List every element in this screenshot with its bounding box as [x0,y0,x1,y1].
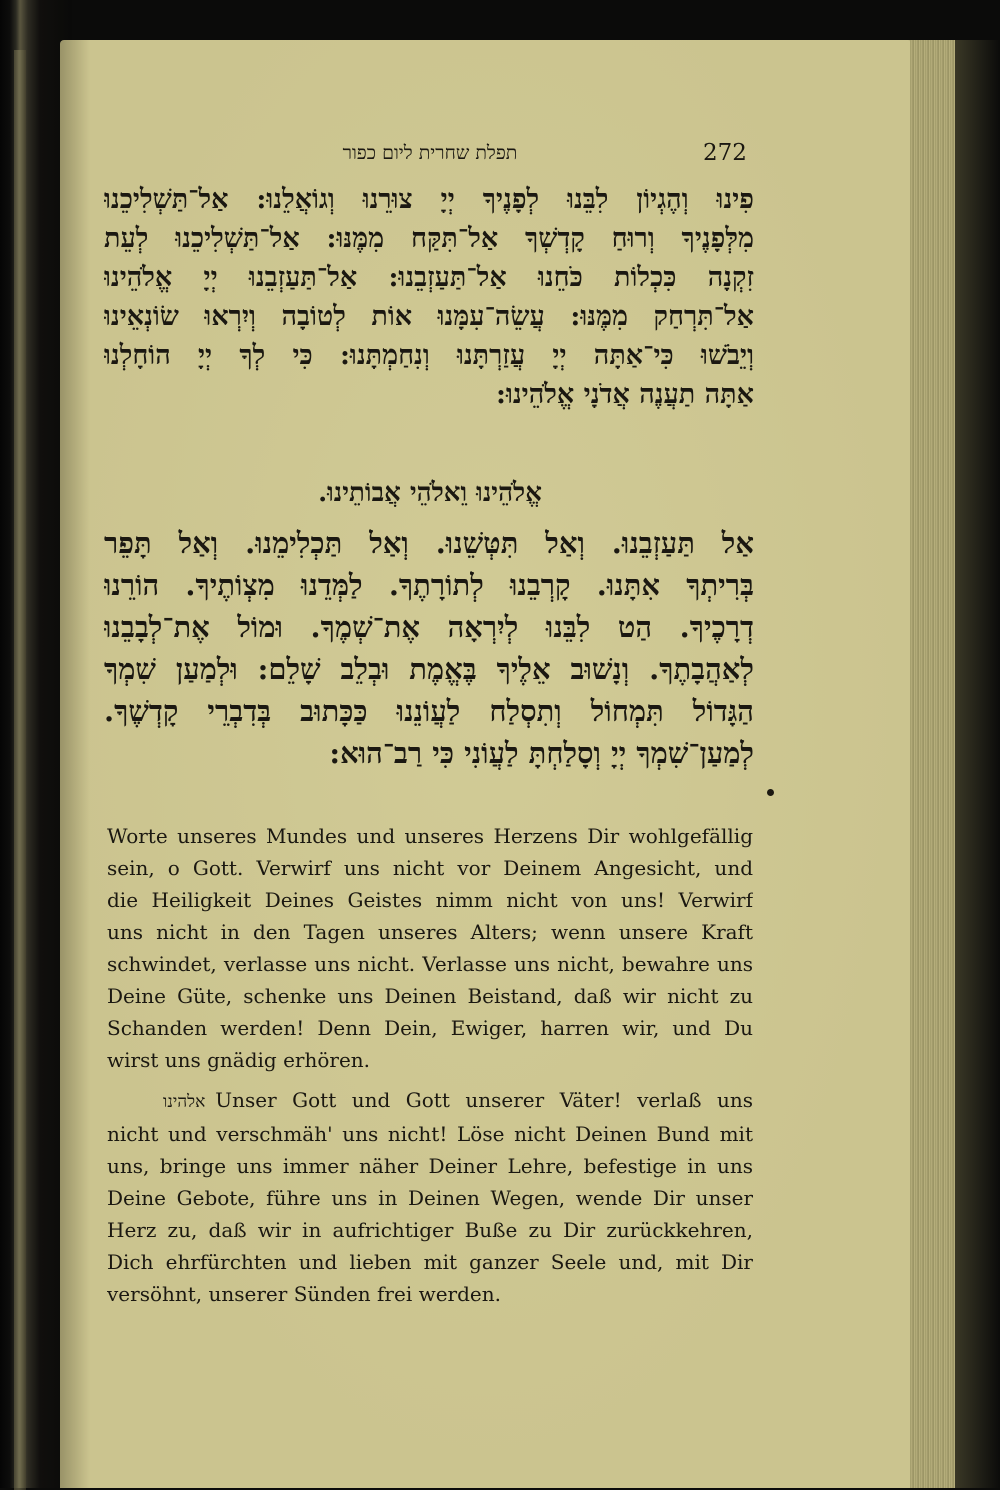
german-line: Herz zu, daß wir in aufrichtiger Buße zu Dir zurückkehren, [107,1218,753,1242]
hebrew-line: בְּרִיתְךָ אִתָּנוּ. קָרְבֵנוּ לְתוֹרָתֶךָ. לַמְּדֵנוּ מִצְוֹתֶיךָ. הוֹרֵנוּ [104,568,754,602]
hebrew-prayer-block-2 [104,522,754,774]
hebrew-line: פִינוּ וְהֶגְיוֹן לִבֵּנוּ לְפָנֶיךָ יְיָ צוּרֵנוּ וְגוֹאֲלֵנוּ: אַל־תַּשְׁלִיכֵנוּ [104,184,754,215]
german-line: Schanden werden! Denn Dein, Ewiger, harren wir, und Du [107,1016,753,1040]
german-line: uns nicht in den Tagen unseres Alters; wenn unsere Kraft [107,920,753,944]
hebrew-line: דְרָכֶיךָ. הַט לִבֵּנוּ לְיִרְאָה אֶת־שְׁמֶךָ. וּמוֹל אֶת־לְבָבֵנוּ [104,610,754,644]
hebrew-line: לְאַהֲבָתֶךָ. וְנָשׁוּב אֵלֶיךָ בֶּאֱמֶת וּבְלֵב שָׁלֵם: וּלְמַעַן שִׁמְךָ [104,652,754,686]
hebrew-prayer-block-1 [104,180,754,414]
german-line: wirst uns gnädig erhören. [107,1048,371,1072]
german-line: Deine Gebote, führe uns in Deinen Wegen, wende Dir unser [107,1186,753,1210]
hebrew-line: לְמַעַן־שִׁמְךָ יְיָ וְסָלַחְתָּ לַעֲוֹנִי כִּי רַב־הוּא: [329,736,754,770]
hebrew-line: אַל תַּעַזְבֵנוּ. וְאַל תִּטְּשֵׁנוּ. וְאַל תַּכְלִימֵנוּ. וְאַל תָּפֵר [104,526,754,560]
german-line-text: Unser Gott und Gott unserer Väter! verlaß uns [215,1088,753,1112]
hebrew-line: וְיֵבֹשׁוּ כִּי־אַתָּה יְיָ עֲזַרְתָּנוּ וְנִחַמְתָּנוּ: כִּי לְךָ יְיָ הוֹחָלְנוּ [104,340,754,371]
previous-page-edge [14,50,26,1490]
german-line: uns, bringe uns immer näher Deiner Lehre, befestige in uns [107,1154,753,1178]
german-translation-paragraph-1 [107,820,753,1076]
lead-hebrew-word: אלהינו [163,1092,206,1112]
german-line: Dich ehrfürchten und lieben mit ganzer Seele und, mit Dir [107,1250,753,1274]
hebrew-line: זִקְנָה כִּכְלוֹת כֹּחֵנוּ אַל־תַּעַזְבֵנוּ: אַל־תַּעַזְבֵנוּ יְיָ אֱלֹהֵינוּ [104,262,754,293]
running-head: תפלת שחרית ליום כפור [342,142,518,164]
german-line: schwindet, verlasse uns nicht. Verlasse uns nicht, bewahre uns [107,952,753,976]
german-line: nicht und verschmäh' uns nicht! Löse nicht Deinen Bund mit [107,1122,753,1146]
german-line: versöhnt, unserer Sünden frei werden. [107,1282,501,1306]
german-first-line [107,1084,753,1118]
german-line: sein, o Gott. Verwirf uns nicht vor Deinem Angesicht, und [107,856,753,880]
german-line: Worte unseres Mundes und unseres Herzens Dir wohlgefällig [107,824,753,848]
section-heading: אֱלֹהֵינוּ וֵאלֹהֵי אֲבוֹתֵינוּ. [318,478,542,508]
german-line: Deine Güte, schenke uns Deinen Beistand, daß wir nicht zu [107,984,753,1008]
german-line: die Heiligkeit Deines Geistes nimm nicht von uns! Verwirf [107,888,753,912]
hebrew-line: אַל־תִּרְחַק מִמֶּנּוּ: עֲשֵׂה־עִמָּנוּ אוֹת לְטוֹבָה וְיִרְאוּ שׂוֹנְאֵינוּ [104,301,754,332]
stray-ink-dot [767,789,774,796]
german-translation-paragraph-2 [107,1084,753,1310]
page-number: 272 [703,140,747,166]
hebrew-line: אַתָּה תַעֲנֶה אֲדֹנָי אֱלֹהֵינוּ: [495,379,754,410]
page-edges-shadow [955,40,1000,1488]
hebrew-line: מִלְּפָנֶיךָ וְרוּחַ קָדְשְׁךָ אַל־תִּקַּח מִמֶּנּוּ: אַל־תַּשְׁלִיכֵנוּ לְעֵת [104,223,754,254]
hebrew-line: הַגָּדוֹל תִּמְחוֹל וְתִסְלַח לַעֲוֹנֵנוּ כַּכָּתוּב בְּדִבְרֵי קָדְשֶׁךָ. [104,694,754,728]
